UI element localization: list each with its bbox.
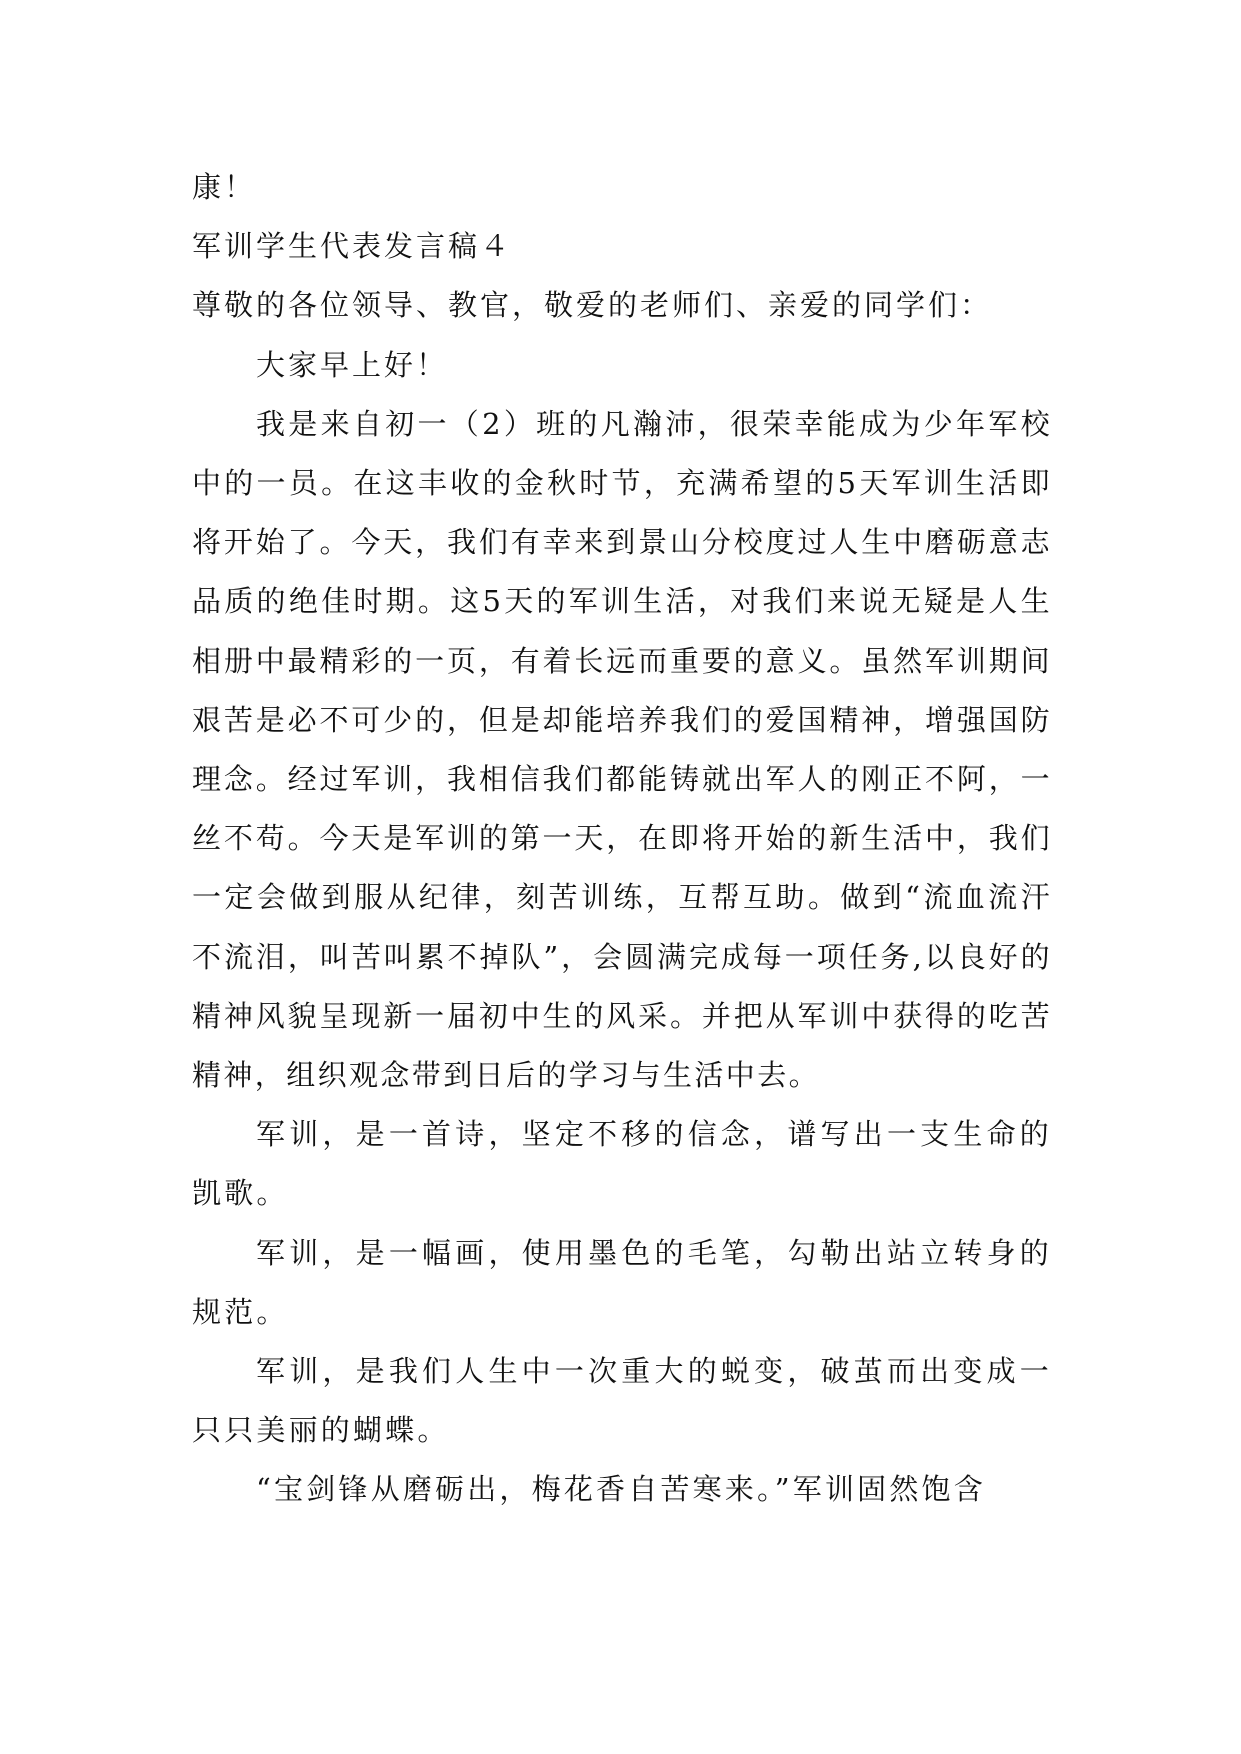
text-line: 康！ bbox=[192, 170, 257, 204]
paragraph: 军训，是我们人生中一次重大的蜕变，破茧而出变成一只只美丽的蝴蝶。 bbox=[192, 1354, 1052, 1448]
paragraph: “宝剑锋从磨砺出，梅花香自苦寒来。”军训固然饱含 bbox=[256, 1472, 986, 1507]
paragraph: 军训，是一幅画，使用墨色的毛笔，勾勒出站立转身的规范。 bbox=[192, 1235, 1052, 1329]
greeting: 大家早上好！ bbox=[256, 347, 449, 382]
document-body bbox=[192, 158, 1052, 1520]
salutation: 尊敬的各位领导、教官，敬爱的老师们、亲爱的同学们： bbox=[192, 288, 993, 323]
paragraph: 我是来自初一（2）班的凡瀚沛，很荣幸能成为少年军校中的一员。在这丰收的金秋时节，充满希望的5天军训生活即将开始了。今天，我们有幸来到景山分校度过人生中磨砺意志品质的绝佳时期。这5天的军训生活，对我们来说无疑是人生相册中最精彩的一页，有着长远而重要的意义。虽然军训期间艰苦是必不可少的，但是却能培养我们的爱国精神，增强国防理念。经过军训，我相信我们都能铸就出军人的刚正不阿，一丝不苟。今天是军训的第一天，在即将开始的新生活中，我们一定会做到服从纪律，刻苦训练，互帮互助。做到“流血流汗不流泪，叫苦叫累不掉队”，会圆满完成每一项任务,以良好的精神风貌呈现新一届初中生的风采。并把从军训中获得的吃苦精神，组织观念带到日后的学习与生活中去。 bbox=[192, 406, 1052, 1092]
speech-title: 军训学生代表发言稿４ bbox=[192, 229, 513, 264]
paragraph: 军训，是一首诗，坚定不移的信念，谱写出一支生命的凯歌。 bbox=[192, 1117, 1052, 1211]
